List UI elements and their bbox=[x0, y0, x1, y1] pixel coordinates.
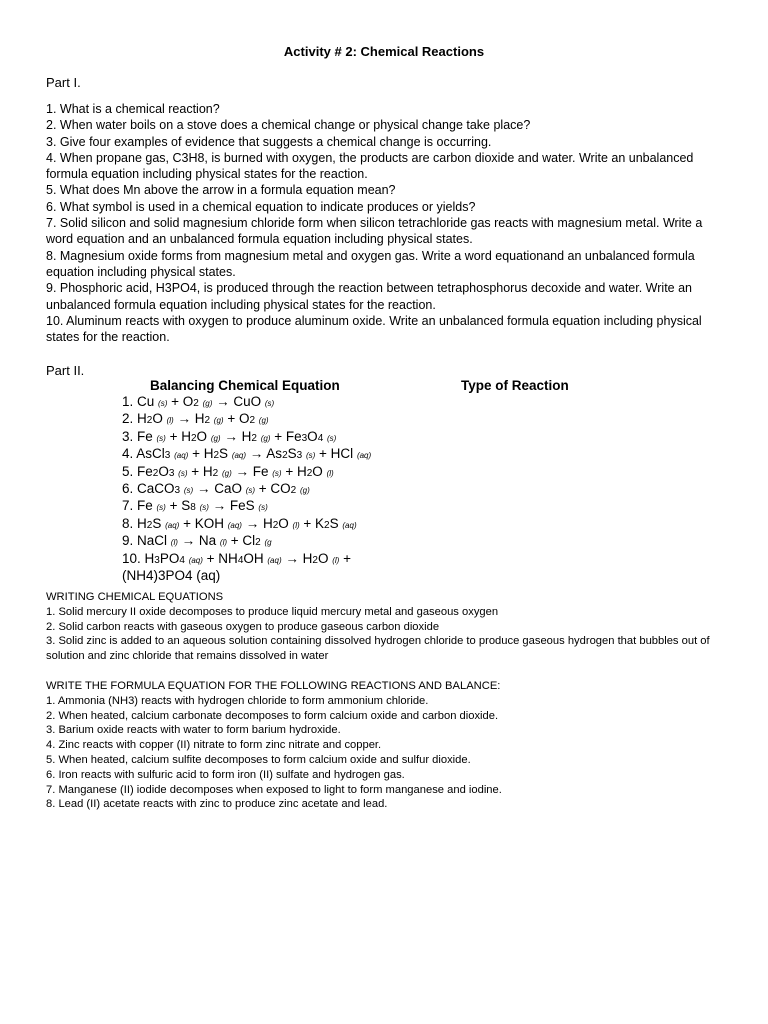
question-item: 10. Aluminum reacts with oxygen to produce aluminum oxide. Write an unbalanced formula equation including physical states for the reaction. bbox=[46, 313, 702, 345]
equation-item: 3. Fe (s) + H2O (g) → H2 (g) + Fe3O4 (s) bbox=[122, 428, 337, 444]
formula-section bbox=[46, 679, 736, 812]
formula-heading: WRITE THE FORMULA EQUATION FOR THE FOLLOWING REACTIONS AND BALANCE: bbox=[46, 680, 501, 692]
question-item: 8. Magnesium oxide forms from magnesium metal and oxygen gas. Write a word equationand an unbalanced formula equation including physical states. bbox=[46, 248, 695, 279]
formula-item: 2. When heated, calcium carbonate decomposes to form calcium oxide and carbon dioxide. bbox=[46, 709, 499, 722]
formula-item: 1. Ammonia (NH3) reacts with hydrogen chloride to form ammonium chloride. bbox=[46, 694, 429, 707]
equation-item: 2. H2O (l) → H2 (g) + O2 (g) bbox=[122, 411, 269, 427]
formula-item: 8. Lead (II) acetate reacts with zinc to produce zinc acetate and lead. bbox=[46, 798, 388, 811]
equation-item: 7. Fe (s) + S8 (s) → FeS (s) bbox=[122, 498, 268, 514]
formula-item: 4. Zinc reacts with copper (II) nitrate to form zinc nitrate and copper. bbox=[46, 739, 382, 752]
writing-item: 1. Solid mercury II oxide decomposes to produce liquid mercury metal and gaseous oxygen bbox=[46, 605, 499, 618]
equation-item: 1. Cu (s) + O2 (g) → CuO (s) bbox=[122, 394, 275, 409]
equation-item: 6. CaCO3 (s) → CaO (s) + CO2 (g) bbox=[122, 481, 310, 497]
question-item: 2. When water boils on a stove does a chemical change or physical change take place? bbox=[46, 118, 531, 133]
equation-item: 10. H3PO4 (aq) + NH4OH (aq) → H2O (l) + (NH4)3PO4 (aq) bbox=[122, 550, 351, 584]
question-item: 6. What symbol is used in a chemical equation to indicate produces or yields? bbox=[46, 199, 476, 214]
equation-item: 4. AsCl3 (aq) + H2S (aq) → As2S3 (s) + HCl (aq) bbox=[122, 446, 372, 462]
writing-heading: WRITING CHEMICAL EQUATIONS bbox=[46, 591, 224, 603]
formula-item: 5. When heated, calcium sulfite decomposes to form calcium oxide and sulfur dioxide. bbox=[46, 753, 471, 766]
part2-label: Part II. bbox=[46, 363, 85, 378]
equation-item: 5. Fe2O3 (s) + H2 (g) → Fe (s) + H2O (l) bbox=[122, 463, 334, 479]
type-of-reaction-heading: Type of Reaction bbox=[461, 378, 569, 393]
equation-item: 9. NaCl (l) → Na (l) + Cl2 (g bbox=[122, 533, 272, 549]
question-item: 7. Solid silicon and solid magnesium chloride form when silicon tetrachloride gas reacts with magnesium metal. Write a word equation and an unbalanced formula equation including physical states. bbox=[46, 216, 703, 247]
writing-section bbox=[46, 590, 736, 664]
formula-item: 3. Barium oxide reacts with water to form barium hydroxide. bbox=[46, 724, 341, 737]
equation-list bbox=[122, 394, 382, 583]
question-item: 1. What is a chemical reaction? bbox=[46, 102, 220, 116]
question-item: 3. Give four examples of evidence that suggests a chemical change is occurring. bbox=[46, 134, 492, 149]
formula-item: 7. Manganese (II) iodide decomposes when exposed to light to form manganese and iodine. bbox=[46, 783, 502, 796]
question-item: 4. When propane gas, C3H8, is burned with oxygen, the products are carbon dioxide and water. Write an unbalanced formula equation including physical states for the reaction. bbox=[46, 150, 694, 182]
equation-item: 8. H2S (aq) + KOH (aq) → H2O (l) + K2S (aq) bbox=[122, 515, 357, 531]
writing-item: 2. Solid carbon reacts with gaseous oxygen to produce gaseous carbon dioxide bbox=[46, 620, 440, 633]
part1-question-list bbox=[46, 101, 726, 345]
balancing-equation-heading: Balancing Chemical Equation bbox=[150, 378, 340, 393]
page-title: Activity # 2: Chemical Reactions bbox=[283, 44, 485, 59]
part1-label: Part I. bbox=[46, 75, 81, 90]
question-item: 5. What does Mn above the arrow in a formula equation mean? bbox=[46, 183, 396, 198]
formula-item: 6. Iron reacts with sulfuric acid to form iron (II) sulfate and hydrogen gas. bbox=[46, 768, 405, 781]
question-item: 9. Phosphoric acid, H3PO4, is produced through the reaction between tetraphosphorus decoxide and water. Write an unbalanced formula equation including physical states for the reaction. bbox=[46, 281, 692, 312]
writing-item: 3. Solid zinc is added to an aqueous solution containing dissolved hydrogen chloride to produce gaseous hydrogen that bubbles out of solution and zinc chloride that remains dissolved in water bbox=[46, 635, 710, 663]
